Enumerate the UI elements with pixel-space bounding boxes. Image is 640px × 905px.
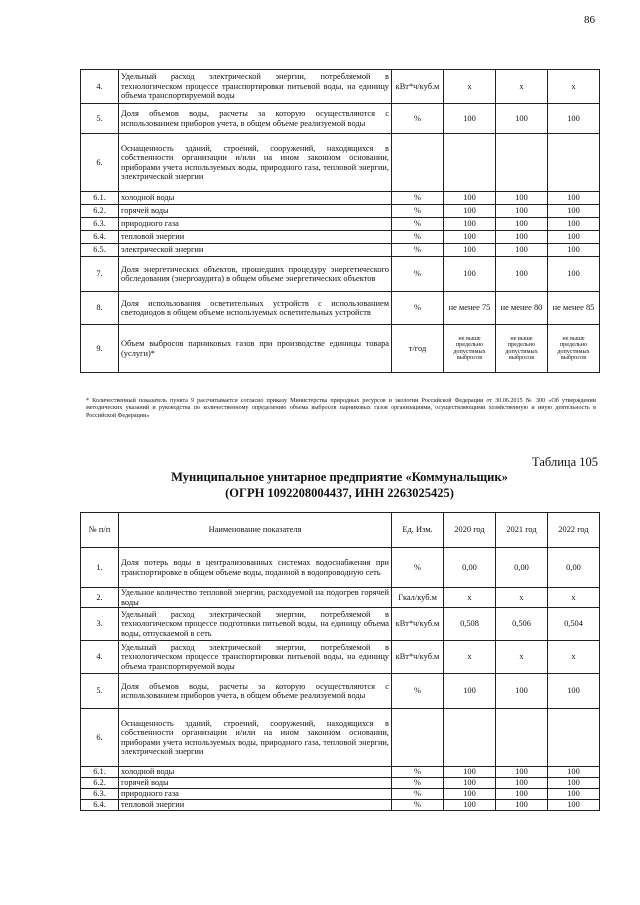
value-2022: не менее 85 [548, 292, 600, 325]
table-header-row [81, 513, 600, 548]
value-2022: 100 [548, 789, 600, 800]
value-2021: не выше предельно допустимых выбросов [496, 325, 548, 373]
row-number: 6.4. [81, 231, 119, 244]
table-row [81, 70, 600, 104]
indicator-name: электрической энергии [119, 244, 392, 257]
header-unit: Ед. Изм. [392, 513, 444, 548]
organization-ids: (ОГРН 1092208004437, ИНН 2263025425) [225, 486, 454, 500]
row-number: 8. [81, 292, 119, 325]
indicator-name: Доля потерь воды в централизованных системах водоснабжения при транспортировке в общем объеме воды, поданной в водопроводную сеть [119, 548, 392, 588]
value-2022: 100 [548, 767, 600, 778]
value-2022: 100 [548, 218, 600, 231]
unit: % [392, 767, 444, 778]
value-2020 [444, 134, 496, 192]
value-2020: x [444, 70, 496, 104]
value-2022 [548, 709, 600, 767]
header-num: № п/п [81, 513, 119, 548]
row-number: 6. [81, 709, 119, 767]
value-2021: x [496, 641, 548, 674]
value-2022: 100 [548, 205, 600, 218]
row-number: 2. [81, 588, 119, 608]
value-2021: 100 [496, 231, 548, 244]
value-2022: 100 [548, 257, 600, 292]
value-2021: 100 [496, 778, 548, 789]
unit [392, 709, 444, 767]
unit: % [392, 244, 444, 257]
value-2021: 100 [496, 205, 548, 218]
value-2020: 100 [444, 192, 496, 205]
value-2020: 100 [444, 205, 496, 218]
unit: % [392, 104, 444, 134]
row-number: 9. [81, 325, 119, 373]
value-2020: 100 [444, 104, 496, 134]
unit: % [392, 257, 444, 292]
row-number: 4. [81, 641, 119, 674]
indicator-name: Удельное количество тепловой энергии, расходуемой на подогрев горячей воды [119, 588, 392, 608]
value-2020: 0,508 [444, 608, 496, 641]
row-number: 3. [81, 608, 119, 641]
table-row [81, 104, 600, 134]
value-2020: 100 [444, 674, 496, 709]
value-2022: 100 [548, 104, 600, 134]
table-row [81, 134, 600, 192]
value-2021 [496, 134, 548, 192]
value-2022: 100 [548, 674, 600, 709]
value-2022: 100 [548, 244, 600, 257]
value-2022: x [548, 70, 600, 104]
value-2022: 0,00 [548, 548, 600, 588]
indicator-name: Доля энергетических объектов, прошедших процедуру энергетического обследования (энергоаудита) в общем объеме энергетических объектов [119, 257, 392, 292]
table-row [81, 205, 600, 218]
row-number: 6. [81, 134, 119, 192]
indicator-name: Объем выбросов парниковых газов при производстве единицы товара (услуги)* [119, 325, 392, 373]
value-2020: 100 [444, 800, 496, 811]
unit: Гкал/куб.м [392, 588, 444, 608]
row-number: 6.3. [81, 789, 119, 800]
unit: % [392, 205, 444, 218]
value-2021: 100 [496, 674, 548, 709]
table-row [81, 778, 600, 789]
header-2020: 2020 год [444, 513, 496, 548]
table-row [81, 231, 600, 244]
indicator-name: тепловой энергии [119, 231, 392, 244]
table-row [81, 192, 600, 205]
value-2022: 0,504 [548, 608, 600, 641]
table-row [81, 588, 600, 608]
value-2020: 100 [444, 778, 496, 789]
unit [392, 134, 444, 192]
table-row [81, 244, 600, 257]
table-row [81, 218, 600, 231]
value-2020: не выше предельно допустимых выбросов [444, 325, 496, 373]
value-2020: 100 [444, 231, 496, 244]
table-row [81, 767, 600, 778]
indicator-name: природного газа [119, 218, 392, 231]
unit: % [392, 789, 444, 800]
footnote: * Количественный показатель пункта 9 рассчитывается согласно приказу Министерства природных ресурсов и экологии Российской Федерации от 30.06.2015 № 300 «Об утверждении методических указаний и руководства по количественному определению объема выбросов парниковых газов организациями, осуществляющими хозяйственную и иную деятельность в Российской Федерации» [86, 398, 596, 419]
header-2022: 2022 год [548, 513, 600, 548]
row-number: 6.1. [81, 192, 119, 205]
indicator-name: Оснащенность зданий, строений, сооружений, находящихся в собственности организации и/или на ином законном основании, приборами учета используемых воды, природного газа, тепловой энергии, электрической энергии [119, 134, 392, 192]
value-2020: 100 [444, 218, 496, 231]
indicator-name: Доля использования осветительных устройств с использованием светодиодов в общем объеме используемых осветительных устройств [119, 292, 392, 325]
value-2021: 100 [496, 218, 548, 231]
unit: % [392, 231, 444, 244]
table-row [81, 641, 600, 674]
value-2020: 100 [444, 257, 496, 292]
value-2020: 100 [444, 789, 496, 800]
value-2021: 100 [496, 800, 548, 811]
unit: % [392, 218, 444, 231]
unit: % [392, 800, 444, 811]
indicator-name: Удельный расход электрической энергии, потребляемой в технологическом процессе подготовки питьевой воды, на единицу объема воды, отпускаемой в сеть [119, 608, 392, 641]
page-number: 86 [584, 14, 595, 26]
indicator-name: Доля объемов воды, расчеты за которую осуществляются с использованием приборов учета, в общем объеме реализуемой воды [119, 104, 392, 134]
table-row [81, 548, 600, 588]
value-2022: 100 [548, 800, 600, 811]
value-2022: 100 [548, 778, 600, 789]
value-2021 [496, 709, 548, 767]
indicator-name: Доля объемов воды, расчеты за которую осуществляются с использованием приборов учета, в общем объеме реализуемой воды [119, 674, 392, 709]
unit: кВт*ч/куб.м [392, 608, 444, 641]
table-row [81, 325, 600, 373]
indicators-table-continued [80, 69, 600, 373]
value-2020: 0,00 [444, 548, 496, 588]
header-name: Наименование показателя [119, 513, 392, 548]
value-2020 [444, 709, 496, 767]
indicator-name: тепловой энергии [119, 800, 392, 811]
row-number: 5. [81, 674, 119, 709]
row-number: 6.4. [81, 800, 119, 811]
unit: кВт*ч/куб.м [392, 641, 444, 674]
table-row [81, 292, 600, 325]
table-row [81, 674, 600, 709]
value-2020: 100 [444, 767, 496, 778]
value-2022: 100 [548, 192, 600, 205]
value-2022 [548, 134, 600, 192]
table-row [81, 789, 600, 800]
row-number: 6.5. [81, 244, 119, 257]
value-2021: 0,506 [496, 608, 548, 641]
table-label: Таблица 105 [532, 455, 598, 469]
header-2021: 2021 год [496, 513, 548, 548]
value-2020: 100 [444, 244, 496, 257]
value-2021: 100 [496, 767, 548, 778]
unit: % [392, 192, 444, 205]
unit: % [392, 778, 444, 789]
unit: кВт*ч/куб.м [392, 70, 444, 104]
value-2022: 100 [548, 231, 600, 244]
row-number: 4. [81, 70, 119, 104]
organization-name: Муниципальное унитарное предприятие «Коммунальщик» [171, 470, 508, 484]
row-number: 6.1. [81, 767, 119, 778]
row-number: 6.2. [81, 778, 119, 789]
value-2021: 100 [496, 192, 548, 205]
indicator-name: холодной воды [119, 192, 392, 205]
row-number: 6.2. [81, 205, 119, 218]
value-2020: не менее 75 [444, 292, 496, 325]
value-2022: не выше предельно допустимых выбросов [548, 325, 600, 373]
value-2021: 100 [496, 104, 548, 134]
table-row [81, 709, 600, 767]
indicator-name: горячей воды [119, 778, 392, 789]
indicators-table-105 [80, 512, 600, 811]
row-number: 6.3. [81, 218, 119, 231]
row-number: 5. [81, 104, 119, 134]
unit: % [392, 292, 444, 325]
value-2021: не менее 80 [496, 292, 548, 325]
table-row [81, 800, 600, 811]
value-2020: x [444, 588, 496, 608]
unit: % [392, 674, 444, 709]
value-2021: 100 [496, 244, 548, 257]
table-row [81, 257, 600, 292]
unit: т/год [392, 325, 444, 373]
value-2021: 100 [496, 257, 548, 292]
value-2020: x [444, 641, 496, 674]
indicator-name: горячей воды [119, 205, 392, 218]
indicator-name: холодной воды [119, 767, 392, 778]
indicator-name: Оснащенность зданий, строений, сооружений, находящихся в собственности организации и/или на ином законном основании, приборами учета используемых воды, природного газа, тепловой энергии, электрической энергии [119, 709, 392, 767]
unit: % [392, 548, 444, 588]
value-2021: x [496, 588, 548, 608]
table-row [81, 608, 600, 641]
row-number: 1. [81, 548, 119, 588]
indicator-name: природного газа [119, 789, 392, 800]
indicator-name: Удельный расход электрической энергии, потребляемой в технологическом процессе транспортировки питьевой воды, на единицу объема транспортируемой воды [119, 70, 392, 104]
indicator-name: Удельный расход электрической энергии, потребляемой в технологическом процессе транспортировки питьевой воды, на единицу объема транспортируемой воды [119, 641, 392, 674]
value-2021: 0,00 [496, 548, 548, 588]
value-2021: x [496, 70, 548, 104]
value-2021: 100 [496, 789, 548, 800]
value-2022: x [548, 588, 600, 608]
row-number: 7. [81, 257, 119, 292]
value-2022: x [548, 641, 600, 674]
